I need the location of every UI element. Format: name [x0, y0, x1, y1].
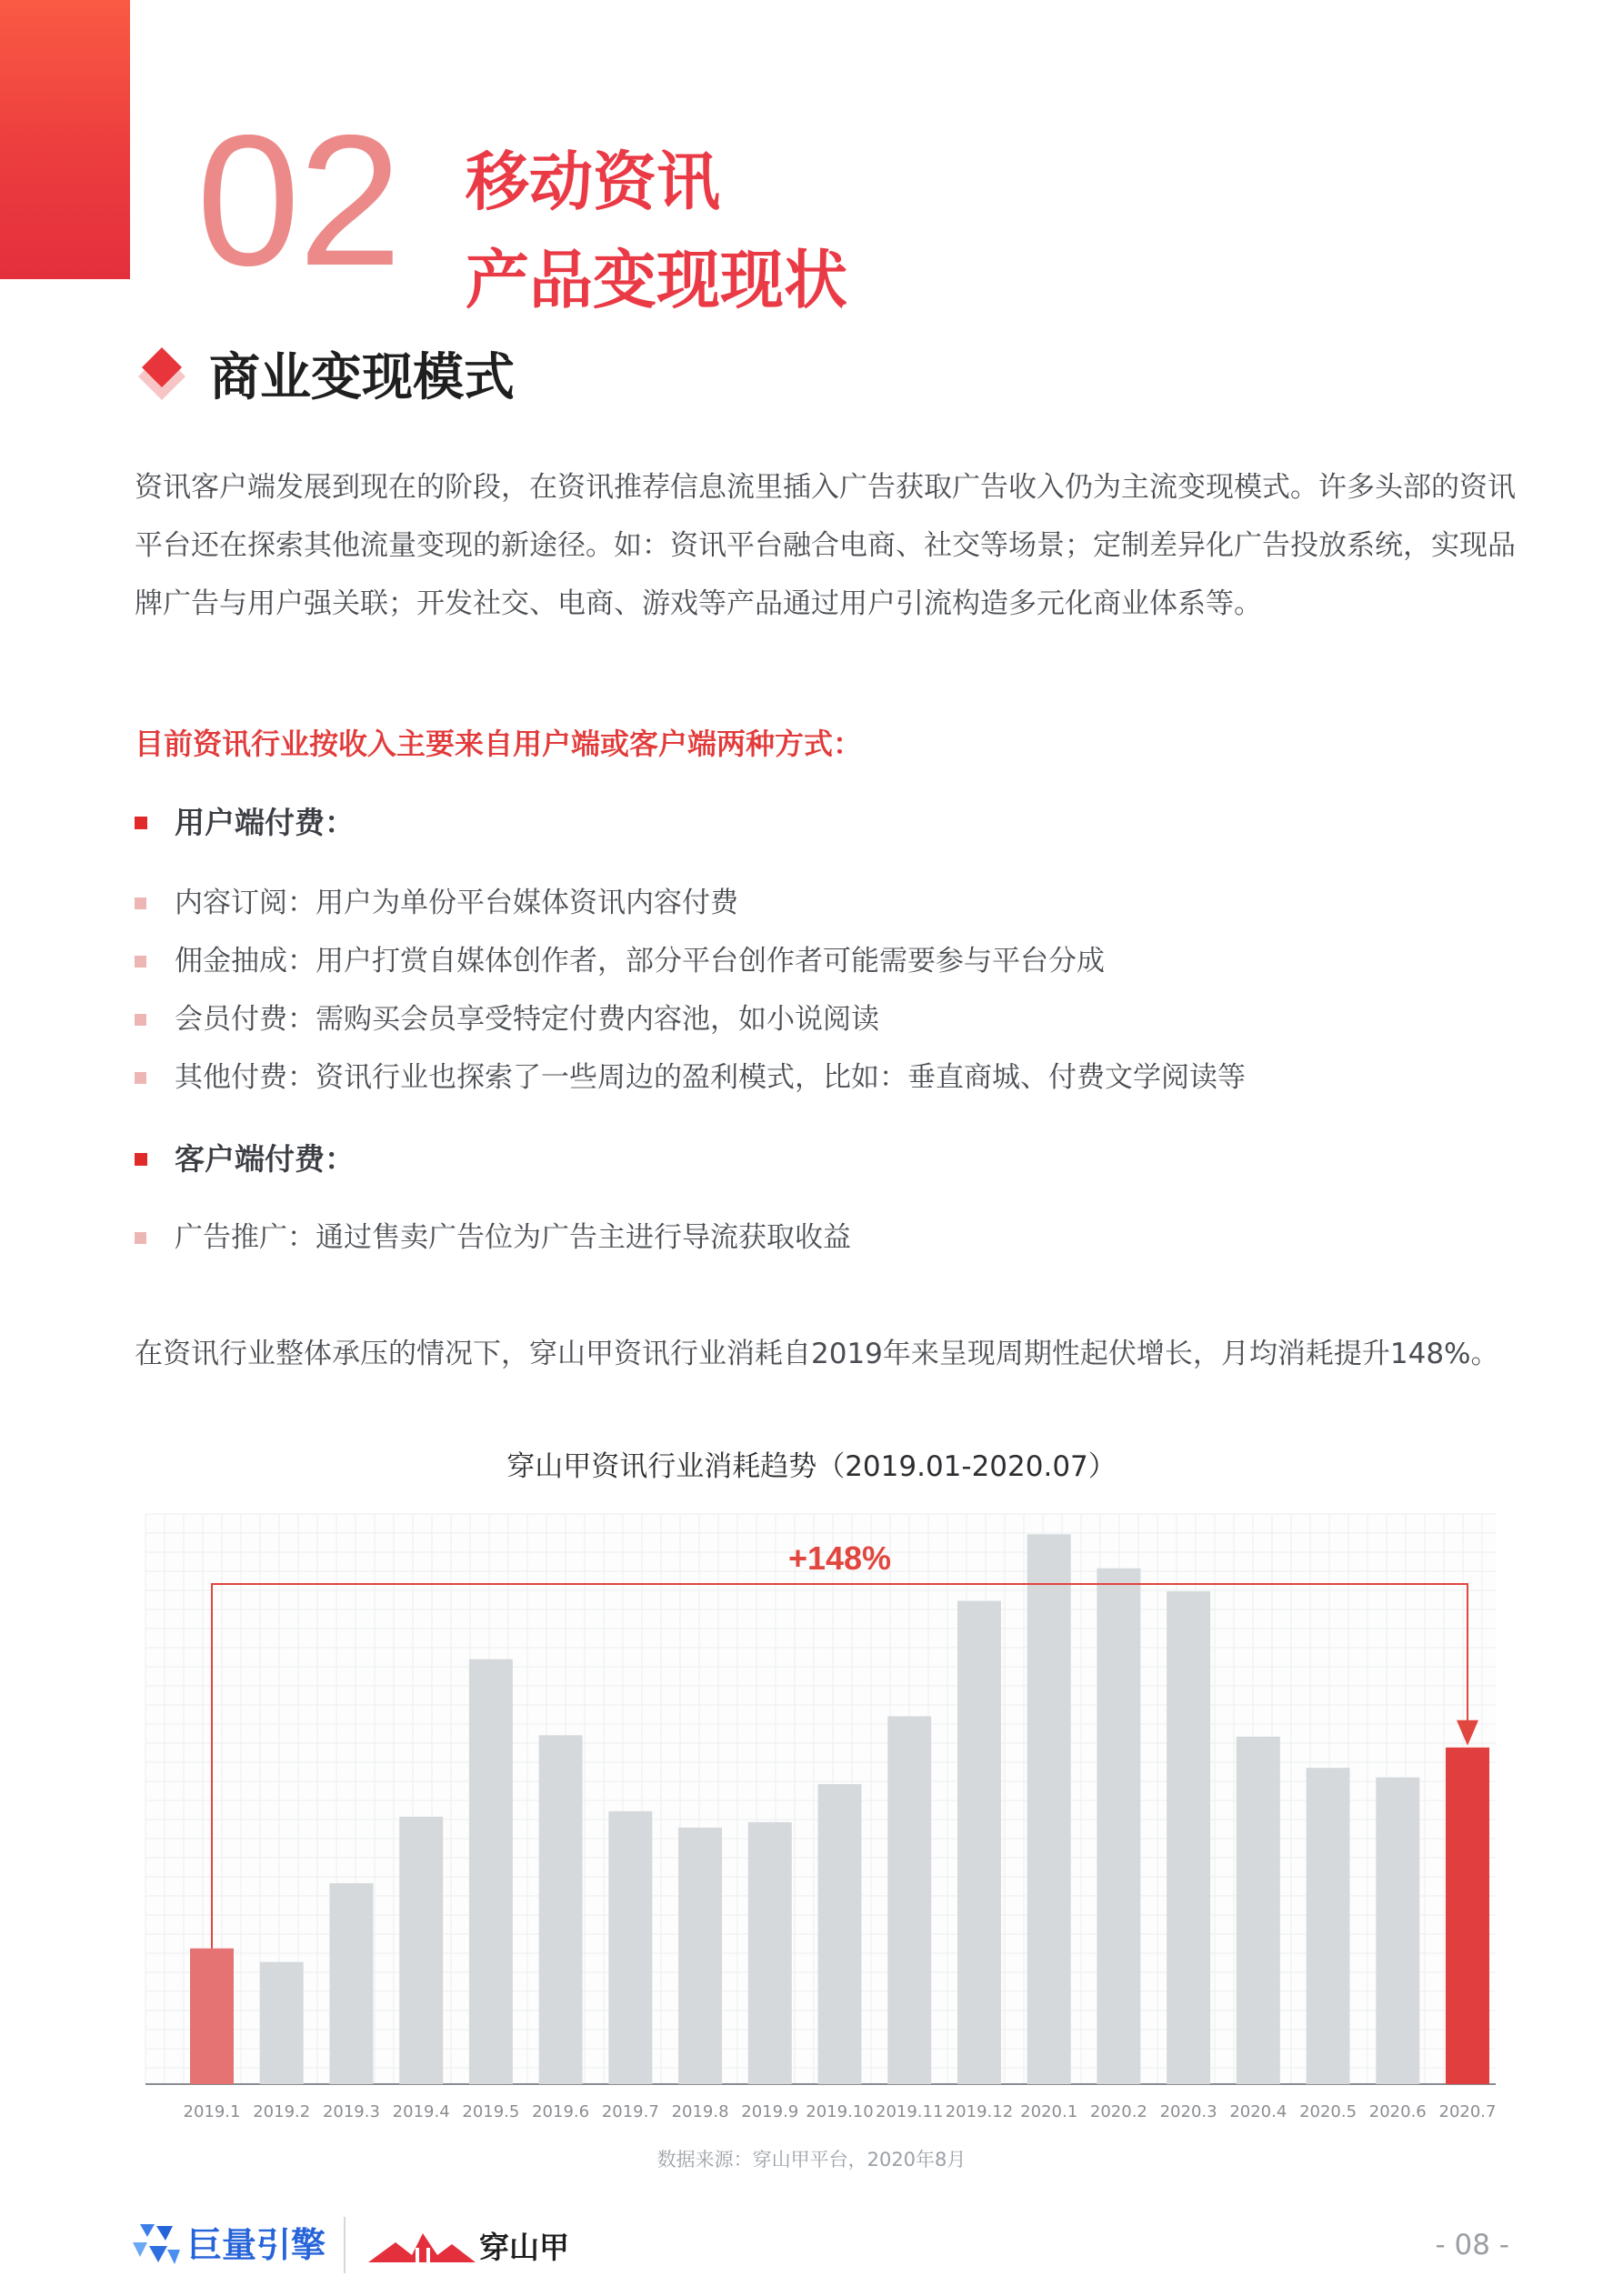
x-tick-label: 2019.7	[601, 2102, 659, 2121]
bar-2019.1	[190, 1949, 234, 2084]
x-tick-label: 2019.4	[392, 2102, 450, 2121]
chuanshanjia-logo	[368, 2221, 586, 2275]
bar-2019.7	[608, 1811, 652, 2084]
category-label: 用户端付费：	[175, 805, 355, 840]
bar-2019.4	[399, 1817, 443, 2084]
bar-2020.6	[1376, 1778, 1419, 2084]
subheading: 商业变现模式	[209, 348, 515, 407]
x-tick-label: 2019.11	[876, 2102, 944, 2121]
x-tick-label: 2019.3	[322, 2102, 380, 2121]
bar-2019.12	[957, 1601, 1001, 2084]
growth-annotation-label: +148%	[787, 1539, 892, 1577]
section-title-line2: 产品变现现状	[466, 243, 847, 317]
x-tick-label: 2020.4	[1229, 2102, 1287, 2121]
bar-2020.5	[1307, 1768, 1350, 2084]
bar-2019.8	[678, 1828, 722, 2084]
lead-text: 目前资讯行业按收入主要来自用户端或客户端两种方式：	[135, 727, 863, 761]
x-tick-label: 2019.12	[945, 2102, 1014, 2121]
x-tick-label: 2020.6	[1368, 2102, 1427, 2121]
juliang-logo-text: 巨量引擎	[187, 2225, 326, 2265]
x-tick-label: 2019.1	[183, 2102, 241, 2121]
summary-paragraph: 在资讯行业整体承压的情况下，穿山甲资讯行业消耗自2019年来呈现周期性起伏增长，月均消耗提升148%。	[135, 1338, 1499, 1370]
chuanshanjia-logo-text: 穿山甲	[479, 2230, 569, 2265]
list-item-text: 内容订阅：用户为单份平台媒体资讯内容付费	[175, 887, 738, 919]
x-tick-label: 2019.9	[741, 2102, 799, 2121]
list-item-text: 广告推广：通过售卖广告位为广告主进行导流获取收益	[175, 1221, 851, 1254]
bar-2020.7	[1446, 1748, 1489, 2084]
x-tick-label: 2019.2	[253, 2102, 311, 2121]
x-tick-label: 2020.5	[1299, 2102, 1358, 2121]
bar-2019.6	[539, 1735, 583, 2084]
section-number: 02	[196, 96, 401, 305]
bar-2019.5	[469, 1659, 513, 2084]
x-tick-label: 2020.7	[1438, 2102, 1497, 2121]
chart-title: 穿山甲资讯行业消耗趋势（2019.01-2020.07）	[506, 1450, 1117, 1483]
bar-2019.9	[748, 1822, 792, 2084]
x-tick-label: 2019.5	[462, 2102, 520, 2121]
list-item-text: 佣金抽成：用户打赏自媒体创作者，部分平台创作者可能需要参与平台分成	[175, 945, 1105, 978]
bar-2020.4	[1237, 1737, 1280, 2084]
intro-paragraph: 资讯客户端发展到现在的阶段，在资讯推荐信息流里插入广告获取广告收入仍为主流变现模式。许多头部的资讯平台还在探索其他流量变现的新途径。如：资讯平台融合电商、社交等场景；定制差异化广告投放系统，实现品牌广告与用户强关联；开发社交、电商、游戏等产品通过用户引流构造多元化商业体系等。	[135, 471, 1516, 620]
bar-2020.2	[1097, 1569, 1140, 2084]
x-tick-label: 2019.8	[671, 2102, 729, 2121]
x-tick-label: 2020.1	[1020, 2102, 1078, 2121]
category-label: 客户端付费：	[175, 1141, 355, 1177]
list-item-text: 其他付费：资讯行业也探索了一些周边的盈利模式，比如：垂直商城、付费文学阅读等	[175, 1061, 1246, 1094]
section-title-line1: 移动资讯	[466, 145, 720, 219]
bar-2019.2	[260, 1962, 304, 2084]
bar-2019.10	[818, 1784, 862, 2084]
bar-2020.3	[1167, 1591, 1210, 2084]
x-tick-label: 2020.2	[1089, 2102, 1147, 2121]
juliang-logo-icon	[131, 2222, 180, 2268]
x-tick-label: 2019.6	[532, 2102, 590, 2121]
chuanshanjia-logo-icon	[368, 2230, 476, 2266]
juliang-engine-logo	[131, 2217, 331, 2275]
footer-divider	[344, 2217, 346, 2273]
x-tick-label: 2020.3	[1159, 2102, 1217, 2121]
page-number: - 08 -	[1435, 2229, 1509, 2261]
x-tick-label: 2019.10	[806, 2102, 874, 2121]
bar-2019.11	[887, 1716, 931, 2084]
bar-2019.3	[329, 1883, 373, 2084]
list-item-text: 会员付费：需购买会员享受特定付费内容池，如小说阅读	[175, 1003, 879, 1036]
data-source: 数据来源：穿山甲平台，2020年8月	[656, 2149, 967, 2171]
bar-2020.1	[1027, 1534, 1071, 2084]
